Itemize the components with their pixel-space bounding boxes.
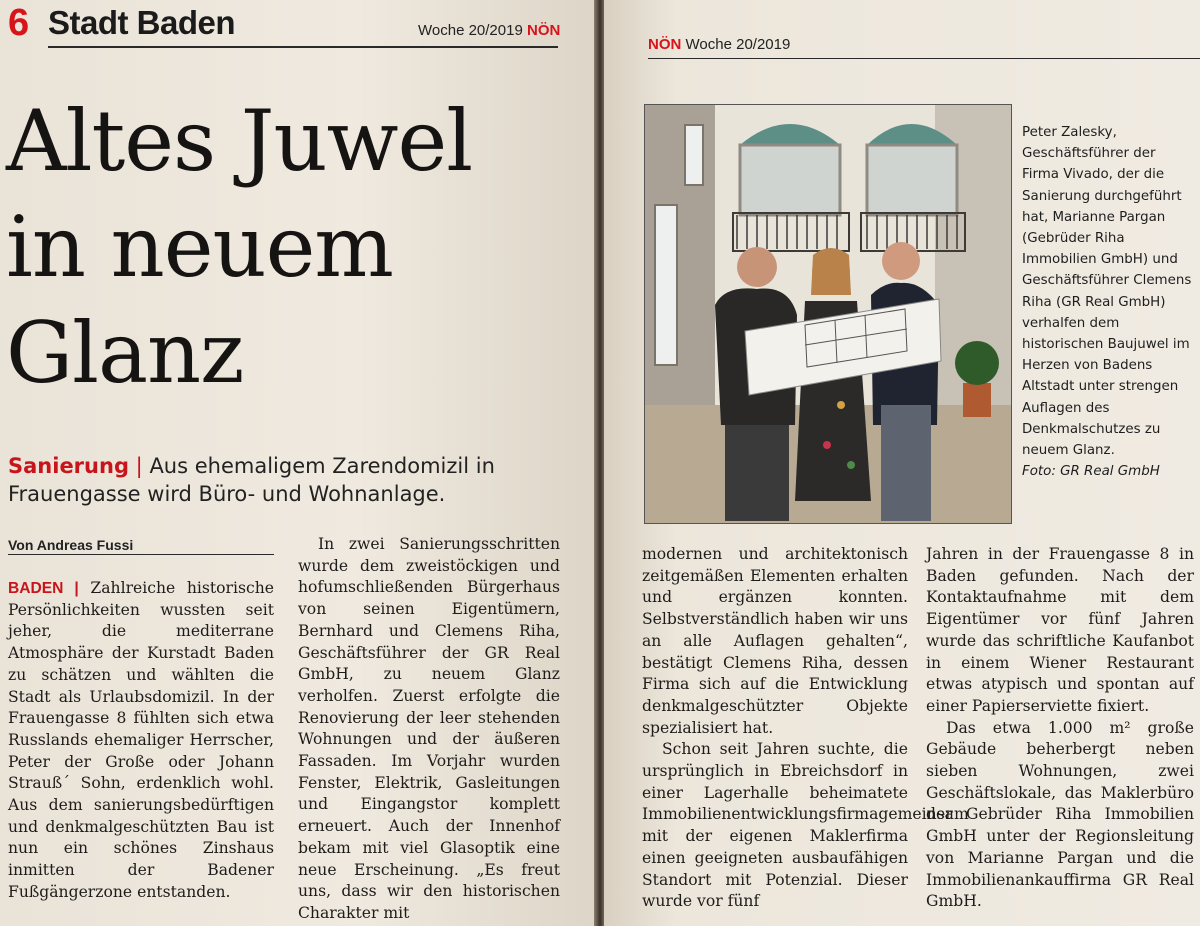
dateline: BADEN | <box>8 580 79 597</box>
courtyard-photo-image <box>645 105 1011 523</box>
subhead-text: Aus ehemaligem Zarendomizil in Frauengasse wird Büro- und Wohnanlage. <box>8 454 495 506</box>
column-4-paragraph-2: Das etwa 1.000 m² große Gebäude beherbergt neben sieben Wohnungen, zwei Geschäftslokale, das Maklerbüro der Gebrüder Riha Immobilien GmbH unter der Regionsleitung von Marianne Pargan und die Immobilienankauffirma GR Real GmbH. <box>926 718 1194 911</box>
article-column-3 <box>642 544 969 913</box>
kicker-separator: | <box>135 454 143 478</box>
photo-caption <box>1022 122 1194 482</box>
headline <box>6 88 586 406</box>
issue-week-right <box>648 36 790 53</box>
week-label-right: Woche 20/2019 <box>685 36 791 53</box>
headline-line-3: Glanz <box>6 304 244 402</box>
byline-rule <box>8 554 274 555</box>
page-number: 6 <box>8 2 30 44</box>
kicker: Sanierung <box>8 454 129 478</box>
column-3-paragraph-1: modernen und architektonisch zeitgemäßen Elementen erhalten und ergänzen konnten. Selbstverständlich haben wir uns an alle Auflagen gehalten“, bestätigt Clemens Riha, dessen Firma sich auf die Entwicklung denkmalgeschützter Objekte spezialisiert hat. <box>642 545 908 737</box>
headline-line-2: in neuem <box>6 198 393 296</box>
column-1-text: Zahlreiche historische Persönlichkeiten wussten seit jeher, die mediterrane Atmosphäre der Kurstadt Baden zu schätzen und wählten die Stadt als Urlaubsdomizil. In der Frauengasse 8 fühlten sich etwa Russlands ehemaliger Herrscher, Peter der Große oder Johann Strauß´ Sohn, erdenklich wohl. Aus dem sanierungsbedürftigen und denkmalgeschützten Bau ist nun ein schönes Zinshaus inmitten der Badener Fußgängerzone entstanden. <box>8 579 274 901</box>
column-2-text: In zwei Sanierungsschritten wurde dem zweistöckigen und hofumschließenden Bürgerhaus von seinen Eigentümern, Bernhard und Clemens Riha, Geschäftsführer der GR Real GmbH, zu neuem Glanz verholfen. Zuerst erfolgte die Renovierung der leer stehenden Wohnungen und der äußeren Fassaden. Im Vorjahr wurden Fenster, Elektrik, Gasleitungen und Eingangstor komplett erneuert. Auch der Innenhof bekam mit viel Glasoptik eine neue Erscheinung. „Es freut uns, dass wir den historischen Charakter mit <box>298 535 560 922</box>
column-3-paragraph-2: Schon seit Jahren suchte, die ursprünglich in Ebreichsdorf in einer Lagerhalle beheimatete Immobilienentwicklungsfirmagemeinsam mit der eigenen Maklerfirma einen geeigneten ausbaufähigen Standort mit Potenzial. Dieser wurde vor fünf <box>642 740 969 911</box>
header-rule <box>48 46 558 48</box>
header-rule-right <box>648 58 1200 59</box>
right-page <box>604 0 1200 926</box>
column-4-paragraph-1: Jahren in der Frauengasse 8 in Baden gefunden. Nach der Kontaktaufnahme mit dem Eigentümer vor fünf Jahren wurde das schriftliche Kaufanbot in einem Wiener Restaurant etwas atypisch und spontan auf einer Papierserviette fixiert. <box>926 545 1194 715</box>
byline: Von Andreas Fussi <box>8 537 134 553</box>
subheadline <box>8 452 568 508</box>
section-title: Stadt Baden <box>48 4 236 41</box>
photo-credit: Foto: GR Real GmbH <box>1022 464 1160 480</box>
brand-logo-right: NÖN <box>648 36 682 53</box>
article-column-2 <box>298 534 560 925</box>
article-column-1 <box>8 578 274 904</box>
caption-text: Peter Zalesky, Geschäftsführer der Firma Vivado, der die Sanierung durchgeführt hat, Marianne Pargan (Gebrüder Riha Immobilien GmbH) und Geschäftsführer Clemens Riha (GR Real GmbH) verhalfen dem historischen Baujuwel im Herzen von Badens Altstadt unter strengen Auflagen des Denkmalschutzes zu neuem Glanz. <box>1022 125 1192 459</box>
article-column-4 <box>926 544 1194 913</box>
brand-logo: NÖN <box>526 22 561 39</box>
headline-line-1: Altes Juwel <box>6 92 473 190</box>
issue-week <box>418 22 560 39</box>
article-photo <box>644 104 1012 524</box>
left-page <box>0 0 596 926</box>
week-label: Woche 20/2019 <box>418 22 523 39</box>
